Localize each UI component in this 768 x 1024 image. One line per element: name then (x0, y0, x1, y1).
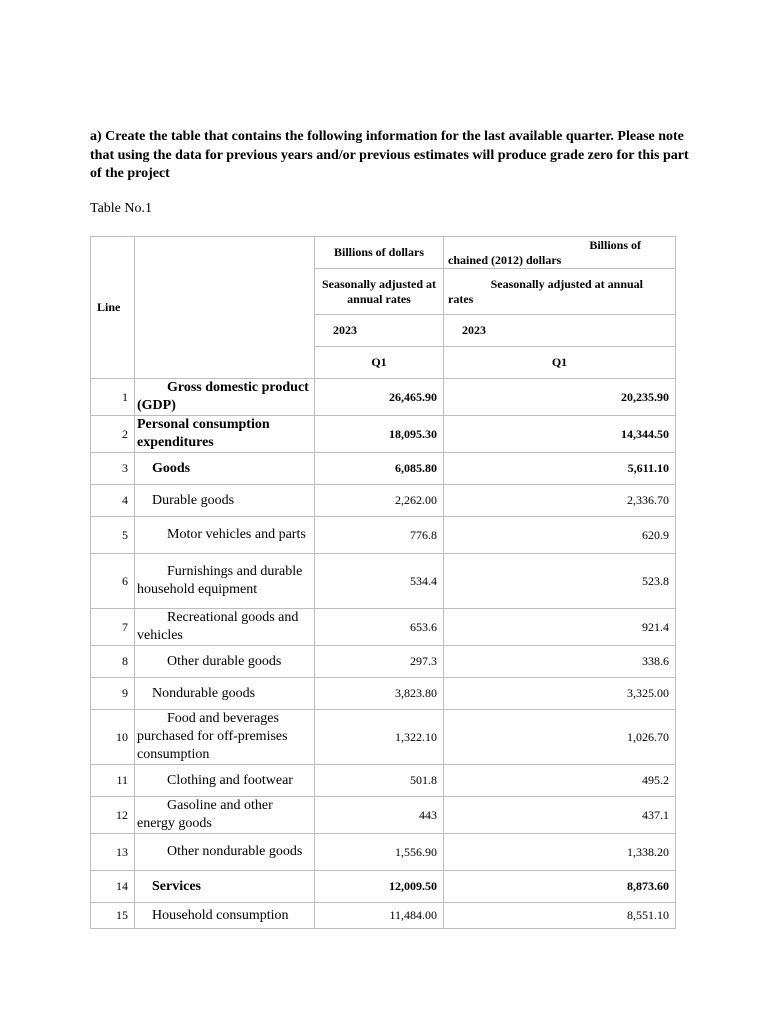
value-real: 8,551.10 (444, 903, 676, 929)
table-row (91, 416, 676, 453)
value-nominal: 18,095.30 (315, 416, 444, 453)
value-nominal: 12,009.50 (315, 871, 444, 903)
row-label: Goods (135, 453, 315, 485)
header-year-real: 2023 (444, 315, 676, 347)
header-label-blank (135, 237, 315, 379)
row-label: Household consumption (135, 903, 315, 929)
value-nominal: 26,465.90 (315, 379, 444, 416)
row-label: Other durable goods (135, 646, 315, 678)
table-row (91, 554, 676, 609)
table-row (91, 834, 676, 871)
assignment-instruction: a) Create the table that contains the following information for the last available quarter. Please note that using the data for previous years and/or previous estimates will produce grade zero for this part of the project (90, 129, 689, 181)
value-real: 620.9 (444, 517, 676, 554)
line-number: 8 (91, 646, 135, 678)
value-nominal: 2,262.00 (315, 485, 444, 517)
value-nominal: 6,085.80 (315, 453, 444, 485)
table-row (91, 710, 676, 765)
table-row (91, 871, 676, 903)
row-label: Other nondurable goods (135, 834, 315, 871)
header-line: Line (91, 237, 135, 379)
value-nominal: 1,322.10 (315, 710, 444, 765)
value-real: 3,325.00 (444, 678, 676, 710)
value-real: 437.1 (444, 797, 676, 834)
line-number: 5 (91, 517, 135, 554)
table-caption: Table No.1 (90, 201, 153, 216)
value-nominal: 1,556.90 (315, 834, 444, 871)
line-number: 9 (91, 678, 135, 710)
table-row (91, 678, 676, 710)
line-number: 10 (91, 710, 135, 765)
row-label: Gross domestic product (GDP) (135, 379, 315, 416)
value-real: 20,235.90 (444, 379, 676, 416)
value-nominal: 443 (315, 797, 444, 834)
value-nominal: 534.4 (315, 554, 444, 609)
line-number: 11 (91, 765, 135, 797)
value-nominal: 297.3 (315, 646, 444, 678)
header-adjust-real-line2: rates (448, 291, 474, 306)
line-number: 14 (91, 871, 135, 903)
row-label: Services (135, 871, 315, 903)
row-label: Durable goods (135, 485, 315, 517)
table-row (91, 453, 676, 485)
header-unit-real (444, 237, 676, 269)
table-row (91, 609, 676, 646)
value-nominal: 776.8 (315, 517, 444, 554)
table-row (91, 517, 676, 554)
value-real: 1,026.70 (444, 710, 676, 765)
table-row (91, 379, 676, 416)
header-adjust-nominal-text: Seasonally adjusted at annual rates (321, 276, 437, 306)
gdp-table (90, 236, 676, 929)
row-label: Furnishings and durable household equipment (135, 554, 315, 609)
header-quarter-real: Q1 (444, 347, 676, 379)
row-label: Motor vehicles and parts (135, 517, 315, 554)
header-quarter-nominal: Q1 (315, 347, 444, 379)
value-real: 14,344.50 (444, 416, 676, 453)
header-adjust-nominal (315, 269, 444, 315)
header-unit-real-line1: Billions of (589, 237, 641, 252)
value-real: 2,336.70 (444, 485, 676, 517)
line-number: 15 (91, 903, 135, 929)
value-real: 921.4 (444, 609, 676, 646)
line-number: 4 (91, 485, 135, 517)
line-number: 1 (91, 379, 135, 416)
table-row (91, 797, 676, 834)
header-adjust-real-line1: Seasonally adjusted at annual (490, 276, 643, 291)
row-label: Recreational goods and vehicles (135, 609, 315, 646)
row-label: Clothing and footwear (135, 765, 315, 797)
table-row (91, 765, 676, 797)
value-real: 1,338.20 (444, 834, 676, 871)
value-nominal: 653.6 (315, 609, 444, 646)
value-real: 338.6 (444, 646, 676, 678)
line-number: 3 (91, 453, 135, 485)
table-row (91, 646, 676, 678)
row-label: Personal consumption expenditures (135, 416, 315, 453)
header-year-nominal: 2023 (315, 315, 444, 347)
row-label: Nondurable goods (135, 678, 315, 710)
value-nominal: 3,823.80 (315, 678, 444, 710)
line-number: 6 (91, 554, 135, 609)
value-real: 495.2 (444, 765, 676, 797)
row-label: Gasoline and other energy goods (135, 797, 315, 834)
header-adjust-real (444, 269, 676, 315)
value-nominal: 501.8 (315, 765, 444, 797)
line-number: 12 (91, 797, 135, 834)
header-unit-real-line2: chained (2012) dollars (448, 252, 562, 267)
line-number: 7 (91, 609, 135, 646)
table-row (91, 903, 676, 929)
line-number: 13 (91, 834, 135, 871)
value-nominal: 11,484.00 (315, 903, 444, 929)
table-row (91, 485, 676, 517)
value-real: 8,873.60 (444, 871, 676, 903)
header-unit-nominal: Billions of dollars (315, 237, 444, 269)
value-real: 523.8 (444, 554, 676, 609)
row-label: Food and beverages purchased for off-premises consumption (135, 710, 315, 765)
line-number: 2 (91, 416, 135, 453)
value-real: 5,611.10 (444, 453, 676, 485)
